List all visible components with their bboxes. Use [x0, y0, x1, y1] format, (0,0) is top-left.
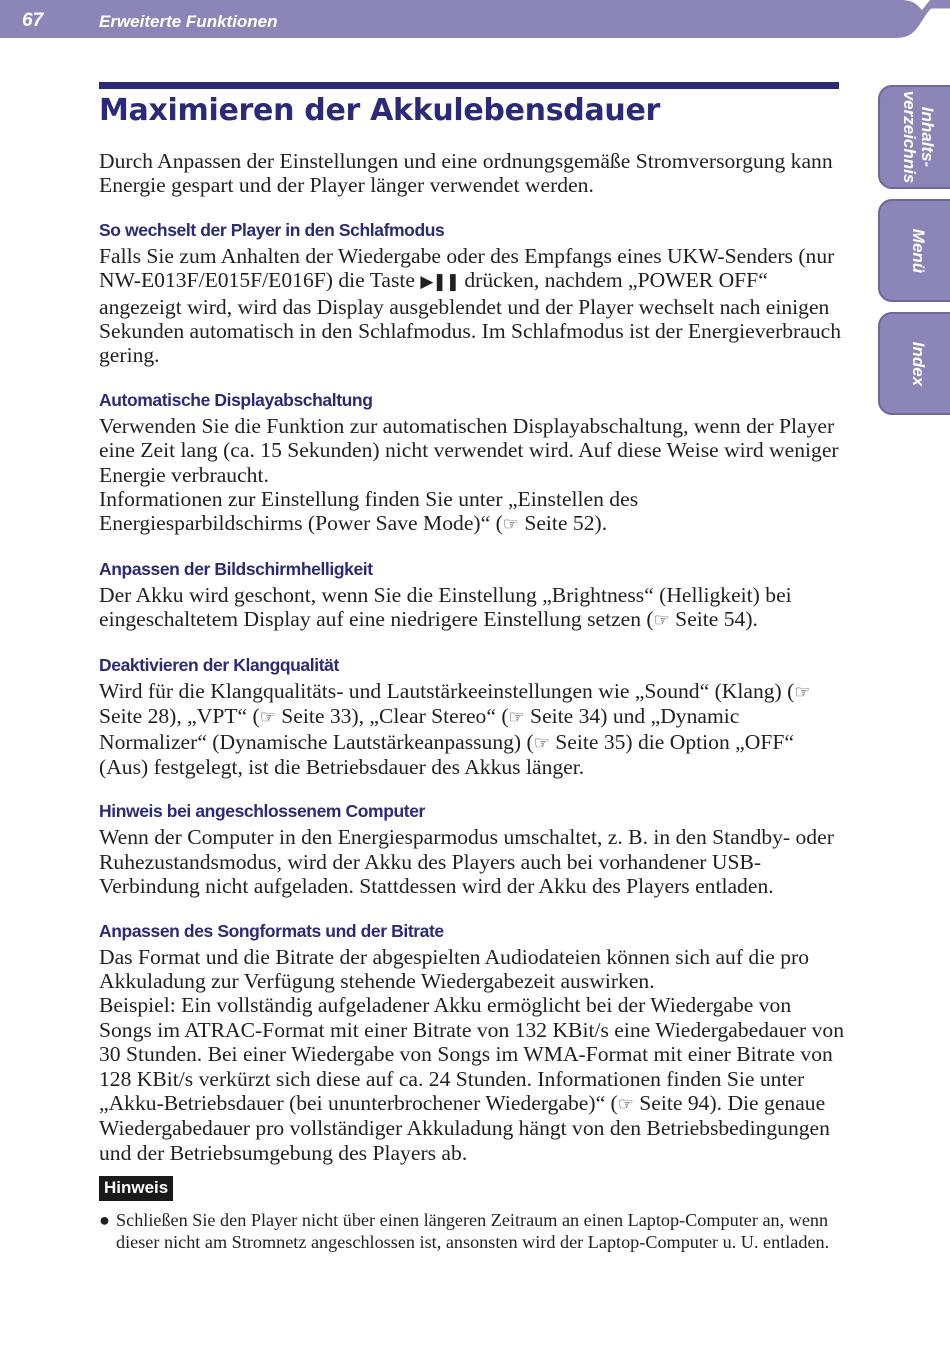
text-run: drücken, nachdem „POWER OFF“ angezeigt wird, wird das Display ausgeblendet und der Player wechselt nach einigen Sekunden automatisch in den Schlafmodus. Im Schlafmodus ist der Energieverbrauch gering.: [99, 268, 842, 368]
title-rule: [99, 82, 839, 89]
section-heading: Anpassen des Songformats und der Bitrate: [99, 920, 444, 941]
reference-text: Seite 34: [524, 704, 601, 729]
reference-text: Seite 35: [549, 729, 626, 754]
page-reference-link[interactable]: [509, 704, 601, 728]
tab-table-of-contents[interactable]: [878, 85, 950, 189]
page-reference-link[interactable]: [654, 607, 746, 631]
section-text: [99, 487, 844, 537]
tab-menu-label: Menü: [909, 228, 928, 273]
page-number: 67: [22, 10, 44, 31]
tab-toc-label: Inhalts- verzeichnis: [900, 90, 937, 184]
section-text: Das Format und die Bitrate der abgespielten Audiodateien können sich auf die pro Akkuladung zur Verfügung stehende Wiedergabezeit auswirken.: [99, 944, 809, 993]
text-run: ) die Option „OFF“ (Aus) festgelegt, ist die Betriebsdauer des Akkus länger.: [99, 729, 794, 779]
reference-text: Seite 33: [275, 704, 352, 729]
text-run: ).: [745, 607, 758, 632]
note-badge: Hinweis: [99, 1176, 173, 1201]
section-brightness: [99, 558, 844, 633]
page-reference-icon: ☞: [533, 732, 550, 753]
text-run: ). Die genaue Wiedergabedauer pro vollständiger Akkuladung hängt von den Betriebsbedingungen und der Betriebsumgebung des Players ab.: [99, 1090, 830, 1165]
page-reference-icon: ☞: [794, 681, 811, 702]
text-run: Falls Sie zum Anhalten der Wiedergabe oder des Empfangs eines UKW-Senders (nur NW-E013F/E015F/E016F) die Taste: [99, 243, 835, 293]
section-song-format: [99, 920, 844, 1166]
reference-text: Seite 28: [99, 704, 170, 729]
tab-index-label: Index: [909, 341, 928, 386]
text-run: ), „VPT“ (: [169, 704, 260, 729]
tab-index[interactable]: [878, 312, 950, 415]
text-run: ).: [594, 511, 608, 536]
page-reference-icon: ☞: [508, 707, 525, 728]
section-computer-note: [99, 800, 844, 898]
section-text: [99, 583, 844, 633]
text-run: Der Akku wird geschont, wenn Sie die Einstellung „Brightness“ (Helligkeit) bei eingeschaltetem Display auf eine niedrigere Einstellung setzen (: [99, 582, 792, 632]
play-pause-icon: ▶❚❚: [420, 272, 459, 292]
note-list-item: [99, 1210, 844, 1253]
text-run: ) und „Dynamic Normalizer“ (Dynamische Lautstärkeanpassung) (: [99, 704, 740, 754]
page-reference-icon: ☞: [259, 707, 276, 728]
section-heading: So wechselt der Player in den Schlafmodus: [99, 219, 445, 240]
section-heading: Hinweis bei angeschlossenem Computer: [99, 801, 425, 822]
note-text: Schließen Sie den Player nicht über einen längeren Zeitraum an einen Laptop-Computer an, wenn dieser nicht am Stromnetz angeschlossen ist, ansonsten wird der Laptop-Computer u. U. entladen.: [116, 1210, 830, 1252]
page-reference-link[interactable]: [534, 730, 626, 754]
page-title: Maximieren der Akkulebensdauer: [99, 93, 660, 128]
reference-text: Seite 54: [669, 607, 746, 632]
main-content: [99, 149, 844, 1253]
section-text: Verwenden Sie die Funktion zur automatischen Displayabschaltung, wenn der Player eine Zeit lang (ca. 15 Sekunden) nicht verwendet wird. Auf diese Weise wird weniger Energie verbraucht.: [99, 413, 839, 487]
page-reference-link[interactable]: [618, 1091, 710, 1115]
page-reference-icon: ☞: [502, 514, 519, 535]
page-reference-icon: ☞: [617, 1093, 634, 1114]
section-heading: Deaktivieren der Klangqualität: [99, 654, 339, 675]
page-reference-icon: ☞: [653, 610, 670, 631]
intro-paragraph: Durch Anpassen der Einstellungen und eine ordnungsgemäße Stromversorgung kann Energie gespart und der Player länger verwendet werden.: [99, 149, 833, 198]
text-run: Informationen zur Einstellung finden Sie unter „Einstellen des Energiesparbildschirms (Power Save Mode)“ (: [99, 487, 639, 536]
section-text: [99, 679, 844, 780]
page-reference-link[interactable]: [260, 704, 352, 728]
page-reference-link[interactable]: [503, 511, 595, 535]
section-heading: Automatische Displayabschaltung: [99, 389, 373, 410]
tab-menu[interactable]: [878, 199, 950, 302]
reference-text: Seite 52: [518, 511, 595, 536]
section-name: Erweiterte Funktionen: [99, 12, 278, 31]
section-sound-quality: [99, 654, 844, 780]
bullet-icon: ●: [99, 1210, 110, 1231]
text-run: Wird für die Klangqualitäts- und Lautstärkeeinstellungen wie „Sound“ (Klang) (: [99, 678, 795, 703]
page-header: [0, 0, 950, 42]
section-heading: Anpassen der Bildschirmhelligkeit: [99, 558, 373, 579]
section-text: Wenn der Computer in den Energiesparmodus umschaltet, z. B. in den Standby- oder Ruhezustandsmodus, wird der Akku des Players auch bei vorhandener USB-Verbindung nicht aufgeladen. Stattdessen wird der Akku des Players entladen.: [99, 825, 834, 899]
text-run: Beispiel: Ein vollständig aufgeladener Akku ermöglicht bei der Wiedergabe von Songs im ATRAC-Format mit einer Bitrate von 132 KBit/s eine Wiedergabedauer von 30 Stunden. Bei einer Wiedergabe von Songs im WMA-Format mit einer Bitrate von 128 KBit/s verkürzt sich diese auf ca. 24 Stunden. Informationen finden Sie unter „Akku-Betriebsdauer (bei ununterbrochener Wiedergabe)“ (: [99, 993, 845, 1115]
section-display-off: [99, 389, 844, 537]
reference-text: Seite 94: [633, 1090, 710, 1115]
text-run: ), „Clear Stereo“ (: [351, 704, 509, 729]
section-text: [99, 244, 844, 368]
section-sleep: [99, 219, 844, 368]
section-text: [99, 993, 844, 1165]
